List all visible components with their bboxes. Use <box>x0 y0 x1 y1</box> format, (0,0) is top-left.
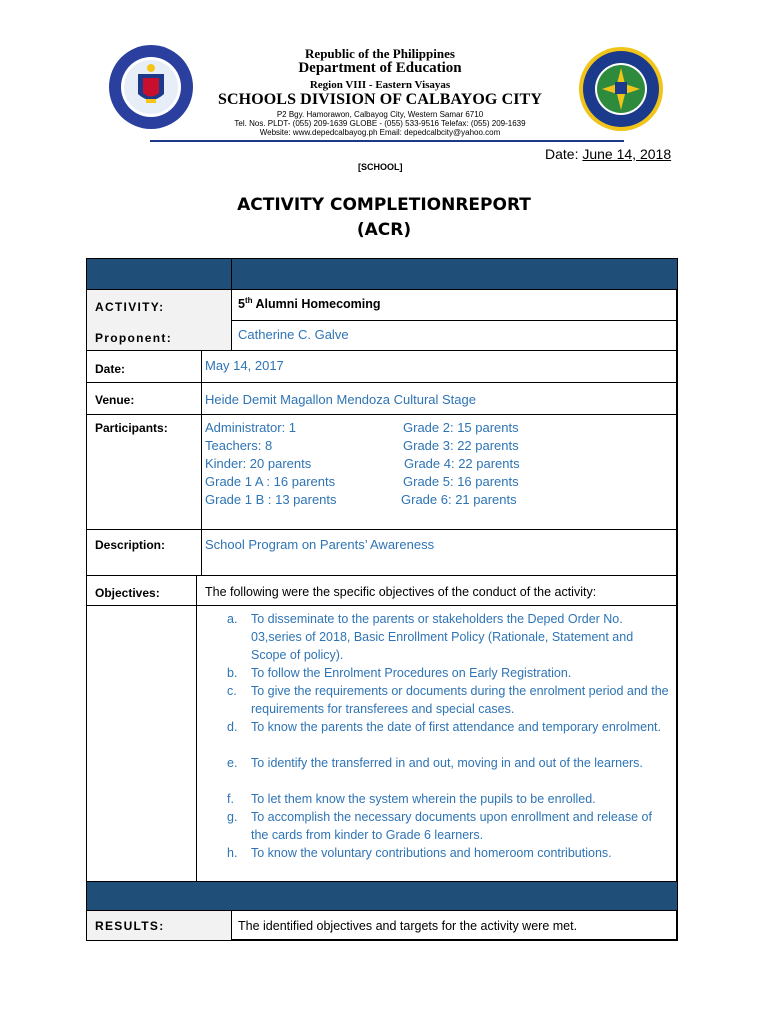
school-tag: [SCHOOL] <box>358 162 403 172</box>
footer-band <box>86 881 678 911</box>
activity-number-suffix: th <box>244 296 253 305</box>
participant-left-2: Teachers: 8 <box>205 438 273 453</box>
activity-name: Alumni Homecoming <box>252 297 381 312</box>
objective-text: To let them know the system wherein the pupils to be enrolled. <box>251 792 596 806</box>
division-seal-logo <box>578 46 664 132</box>
objective-letter: b. <box>227 666 238 680</box>
objective-text: To accomplish the necessary documents upon enrollment and release of the cards from kinder to Grade 6 learners. <box>251 810 652 842</box>
report-title: ACTIVITY COMPLETIONREPORT <box>237 195 531 215</box>
acr-table <box>86 258 677 940</box>
letterhead-division: SCHOOLS DIVISION OF CALBAYOG CITY <box>218 91 542 108</box>
header-band-right <box>231 258 678 290</box>
report-date-value: June 14, 2018 <box>582 146 672 162</box>
objective-text: To give the requirements or documents during the enrolment period and the requirements for transferees and special cases. <box>251 684 669 716</box>
venue-label: Venue: <box>95 393 135 407</box>
description-label-cell <box>86 529 202 576</box>
objective-letter: h. <box>227 846 238 860</box>
report-date-label: Date: <box>545 146 579 162</box>
objective-text: To know the voluntary contributions and homeroom contributions. <box>251 846 612 860</box>
participant-right-3: Grade 4: 22 parents <box>404 456 520 471</box>
participant-left-5: Grade 1 B : 13 parents <box>205 492 337 507</box>
objective-letter: a. <box>227 612 238 626</box>
participant-left-4: Grade 1 A : 16 parents <box>205 474 336 489</box>
results-value: The identified objectives and targets for the activity were met. <box>238 919 578 933</box>
participant-right-2: Grade 3: 22 parents <box>403 438 519 453</box>
objective-text: To identify the transferred in and out, moving in and out of the learners. <box>251 756 643 770</box>
letterhead-website: Website: www.depedcalbayog.ph Email: depedcalbcity@yahoo.com <box>259 128 501 137</box>
participant-left-1: Administrator: 1 <box>205 420 297 435</box>
date-label: Date: <box>95 362 126 376</box>
objective-letter: f. <box>227 792 234 806</box>
participants-label: Participants: <box>95 421 168 435</box>
objective-letter: c. <box>227 684 237 698</box>
report-date <box>545 146 671 162</box>
activity-number: 5 <box>238 297 245 312</box>
venue-value: Heide Demit Magallon Mendoza Cultural Stage <box>205 392 476 407</box>
objectives-blank-cell <box>86 605 197 882</box>
objectives-label: Objectives: <box>95 586 160 600</box>
objective-letter: d. <box>227 720 238 734</box>
objective-item <box>227 610 675 664</box>
proponent-value: Catherine C. Galve <box>238 327 349 342</box>
description-value: School Program on Parents’ Awareness <box>205 537 435 552</box>
objective-text: To know the parents the date of first attendance and temporary enrolment. <box>251 720 661 734</box>
participant-right-4: Grade 5: 16 parents <box>403 474 519 489</box>
proponent-label: Proponent: <box>95 331 172 345</box>
letterhead-rule <box>150 140 624 142</box>
activity-value <box>238 296 381 311</box>
participant-right-1: Grade 2: 15 parents <box>403 420 519 435</box>
objective-item <box>227 790 675 808</box>
letterhead-department: Department of Education <box>298 60 462 76</box>
header-band-left <box>86 258 232 290</box>
description-label: Description: <box>95 538 166 552</box>
objective-item <box>227 844 675 862</box>
activity-label: ACTIVITY: <box>95 300 165 314</box>
participant-left-3: Kinder: 20 parents <box>205 456 312 471</box>
objective-text: To follow the Enrolment Procedures on Early Registration. <box>251 666 572 680</box>
letterhead-telephone: Tel. Nos. PLDT- (055) 209-1639 GLOBE - (055) 533-9516 Telefax: (055) 209-1639 <box>234 119 526 128</box>
objective-item <box>227 808 675 844</box>
letterhead-address: P2 Bgy. Hamorawon, Calbayog City, Western Samar 6710 <box>276 110 484 119</box>
report-subtitle: (ACR) <box>356 220 412 240</box>
letterhead-region: Region VIII - Eastern Visayas <box>309 79 451 91</box>
date-value: May 14, 2017 <box>205 358 284 373</box>
objectives-intro: The following were the specific objectives of the conduct of the activity: <box>205 585 597 599</box>
objective-letter: g. <box>227 810 238 824</box>
participant-right-5: Grade 6: 21 parents <box>401 492 517 507</box>
objective-item <box>227 718 675 754</box>
letterhead-republic: Republic of the Philippines <box>305 46 455 61</box>
objective-item <box>227 682 675 718</box>
objective-item <box>227 664 675 682</box>
objective-item <box>227 754 675 790</box>
objective-letter: e. <box>227 756 238 770</box>
results-label: RESULTS: <box>95 919 165 933</box>
objective-text: To disseminate to the parents or stakeholders the Deped Order No. 03,series of 2018, Basic Enrollment Policy (Rationale, Statement and Scope of policy). <box>251 612 634 662</box>
